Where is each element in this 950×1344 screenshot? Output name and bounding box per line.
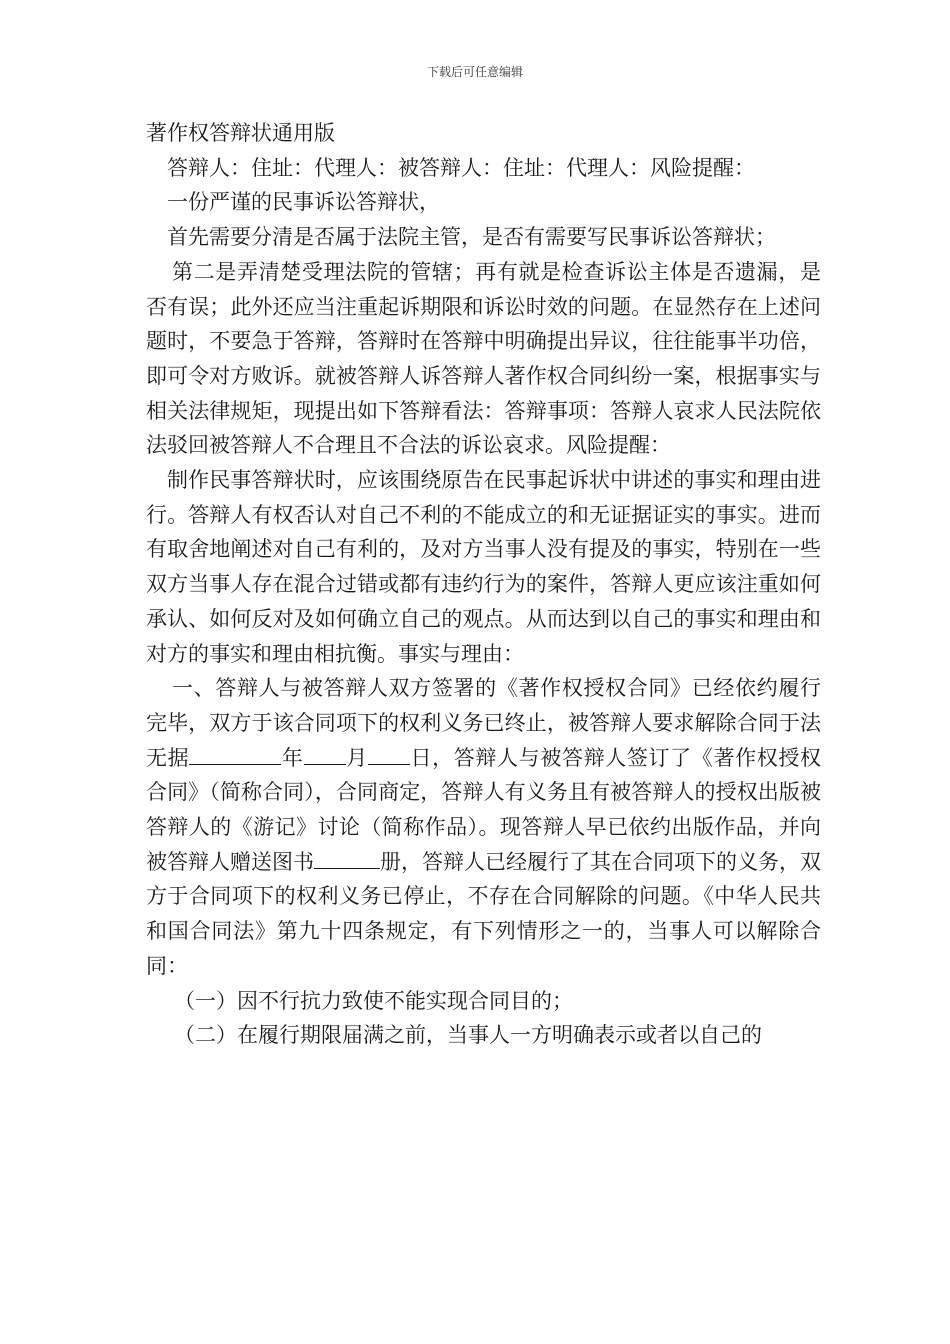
page-header: 下载后可任意编辑 (426, 65, 523, 79)
books-count-blank (314, 846, 380, 869)
paragraph-drafting-note: 制作民事答辩状时，应该围绕原告在民事起诉状中讲述的事实和理由进行。答辩人有权否认对自己不利的不能成立的和无证据证实的事实。进而有取舍地阐述对自己有利的，及对方当事人没有提及的事实，特别在一些双方当事人存在混合过错或都有违约行为的案件，答辩人更应该注重如何承认、如何反对及如何确立自己的观点。从而达到以自己的事实和理由和对方的事实和理由相抗衡。事实与理由： (146, 468, 821, 666)
paragraph-parties: 答辩人：住址：代理人：被答辩人：住址：代理人：风险提醒： (167, 155, 755, 180)
paragraph-item-1: （一）因不行抗力致使不能实现合同目的； (174, 988, 573, 1013)
facts-year-label: 年 (281, 745, 304, 770)
day-blank (368, 742, 410, 765)
paragraph-second-step: 第二是弄清楚受理法院的管辖；再有就是检查诉讼主体是否遗漏，是否有误；此外还应当注重起诉期限和诉讼时效的问题。在显然存在上述问题时，不要急于答辩，答辩时在答辩中明确提出异议，往往能事半功倍，即可令对方败诉。就被答辩人诉答辩人著作权合同纠纷一案，根据事实与相关法律规矩，现提出如下答辩看法：答辩事项：答辩人哀求人民法院依法驳回被答辩人不合理且不合法的诉讼哀求。风险提醒： (146, 259, 821, 458)
year-blank (189, 742, 281, 765)
document-body (146, 116, 821, 1053)
facts-month-label: 月 (345, 745, 368, 770)
paragraph-first-step: 首先需要分清是否属于法院主管，是否有需要写民事诉讼答辩状； (167, 225, 776, 250)
month-blank (304, 742, 346, 765)
facts-text-b: 日，答辩人与被答辩人签订了《著作权授权合同》（简称合同），合同商定，答辩人有义务且有被答辩人的授权出版被答辩人的《游记》讨论（简称作品）。现答辩人早已依约出版作品，并向被答辩人赠送图书 (146, 745, 822, 874)
paragraph-intro: 一份严谨的民事诉讼答辩状， (167, 190, 440, 215)
paragraph-facts (146, 671, 821, 983)
document-title: 著作权答辩状通用版 (146, 121, 335, 145)
paragraph-item-2: （二）在履行期限届满之前，当事人一方明确表示或者以自己的 (174, 1023, 762, 1048)
facts-text-c: 册，答辩人已经履行了其在合同项下的义务，双方于合同项下的权利义务已停止，不存在合同解除的问题。《中华人民共和国合同法》第九十四条规定，有下列情形之一的，当事人可以解除合同： (146, 849, 821, 978)
facts-text-a: 一、答辩人与被答辩人双方签署的《著作权授权合同》已经依约履行完毕，双方于该合同项下的权利义务已终止，被答辩人要求解除合同于法无据 (146, 676, 821, 770)
